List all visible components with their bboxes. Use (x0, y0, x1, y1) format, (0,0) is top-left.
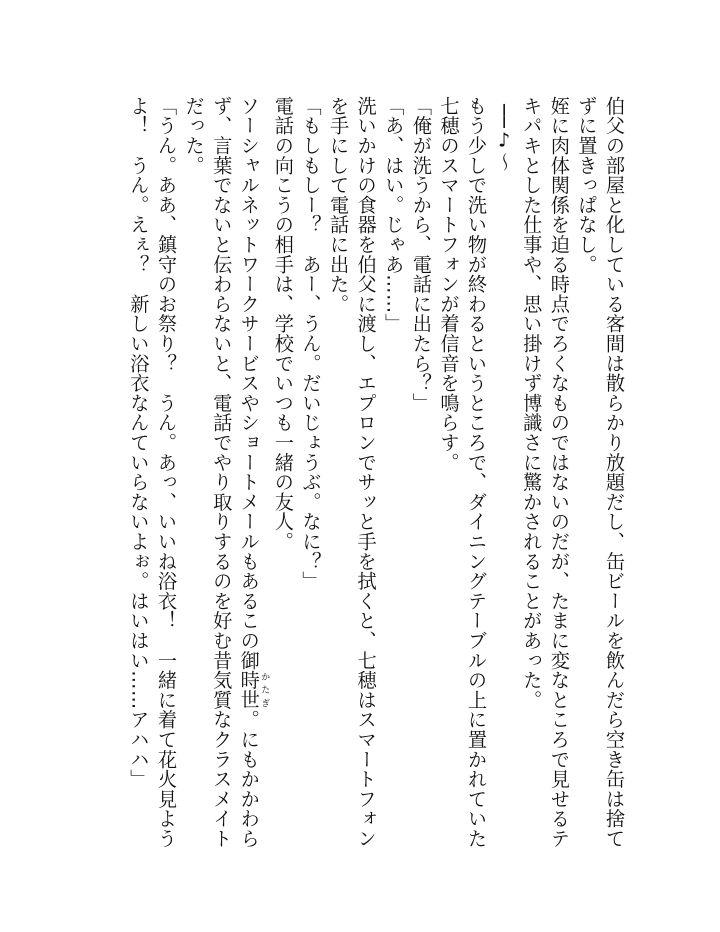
paragraph-with-ruby (180, 96, 269, 856)
ruby-word (237, 670, 270, 710)
paragraph: 洗いかけの食器を伯父に渡し、エプロンでサッと手を拭くと、七穂はスマートフォンを手にして電話に出た。 (327, 96, 378, 849)
vertical-text-body (68, 96, 628, 856)
paragraph: もう少しで洗い物が終わるというところで、ダイニングテーブルの上に置かれていた七穂のスマートフォンが着信音を鳴らす。 (437, 96, 489, 849)
ruby-base: 時世 (237, 670, 261, 710)
paragraph-part: ソーシャルネットワークサービスやショートメールもあるこの御 (237, 96, 261, 671)
paragraph: 電話の向こうの相手は、学校でいつも一緒の友人。 (271, 96, 295, 552)
ruby-reading: かたぎ (259, 670, 270, 710)
sound-effect-line: ──♪〜 (492, 104, 516, 172)
paragraph-part: 。にもかかわらず、言葉でないと伝わらないと、電話でやり取りするのを好む昔気質なクラスメイトだった。 (182, 96, 261, 849)
dialogue-line: 「あ、はい。じゃあ……」 (382, 96, 406, 334)
paragraph: 伯父の部屋と化している客間は散らかり放題だし、缶ビールを飲んだら空き缶は捨てずに置きっぱなし。 (575, 96, 626, 849)
dialogue-line: 「俺が洗うから、電話に出たら？」 (409, 96, 433, 413)
dialogue-line: 「うん。ああ、鎮守のお祭り？ うん。あっ、いいね浴衣！ 一緒に着て花火見ようよ！ うん。えぇ？ 新しい浴衣なんていらないよぉ。はいはい……アハハ」 (127, 96, 178, 849)
paragraph: 姪に肉体関係を迫る時点でろくなものではないのだが、たまに変なところで見せるテキパキとした仕事や、思い掛けず博識さに驚かされることがあった。 (520, 96, 571, 849)
dialogue-line: 「もしもしー？ あー、うん。だいじょうぶ。なに？」 (299, 96, 323, 591)
